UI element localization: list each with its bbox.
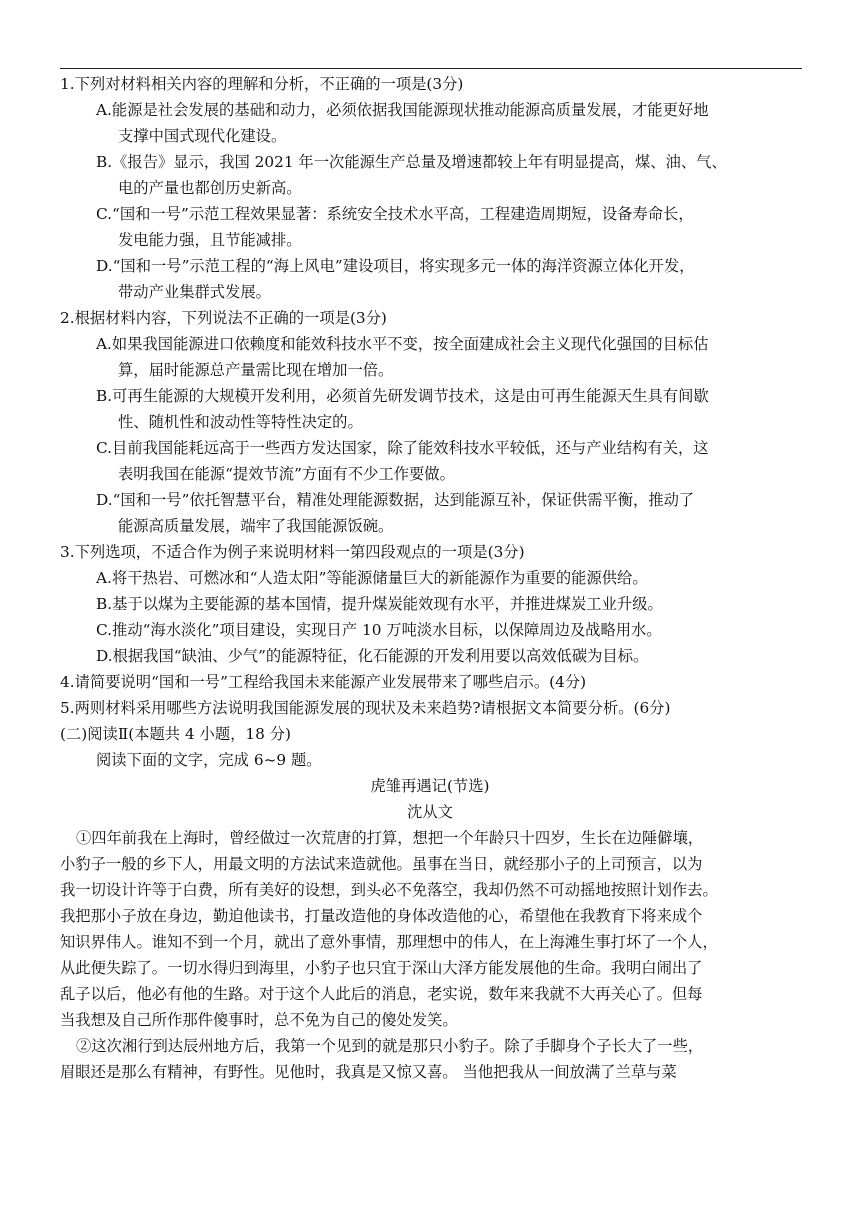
paragraph-1-line: 乱子以后，他必有他的生路。对于这个人此后的消息，老实说，数年来我就不大再关心了。但每 — [60, 985, 703, 1003]
q2-option-b: B.可再生能源的大规模开发利用，必须首先研发调节技术，这是由可再生能源天生具有间歇 — [96, 387, 709, 405]
q1-option-b: B.《报告》显示，我国 2021 年一次能源生产总量及增速都较上年有明显提高，煤、油、气、 — [96, 153, 727, 171]
paragraph-1-line: 知识界伟人。谁知不到一个月，就出了意外事情，那理想中的伟人，在上海滩生事打坏了一个人， — [60, 933, 718, 951]
paragraph-1-line: ①四年前我在上海时，曾经做过一次荒唐的打算，想把一个年龄只十四岁，生长在边陲僻壤， — [76, 829, 704, 847]
question-2-stem: 2.根据材料内容，下列说法不正确的一项是(3分) — [60, 309, 387, 327]
q2-option-c-cont: 表明我国在能源“提效节流”方面有不少工作要做。 — [118, 465, 455, 483]
passage-title: 虎雏再遇记(节选) — [370, 777, 490, 795]
q1-option-a-cont: 支撑中国式现代化建设。 — [118, 127, 287, 145]
q3-option-b: B.基于以煤为主要能源的基本国情，提升煤炭能效现有水平，并推进煤炭工业升级。 — [96, 595, 663, 613]
paragraph-2-line: 眉眼还是那么有精神，有野性。见他时，我真是又惊又喜。 当他把我从一间放满了兰草与菜 — [60, 1063, 677, 1081]
q1-option-a: A.能源是社会发展的基础和动力，必须依据我国能源现状推动能源高质量发展，才能更好地 — [96, 101, 709, 119]
q2-option-c: C.目前我国能耗远高于一些西方发达国家，除了能效科技水平较低，还与产业结构有关，这 — [96, 439, 709, 457]
q3-option-d: D.根据我国“缺油、少气”的能源特征，化石能源的开发利用要以高效低碳为目标。 — [96, 647, 649, 665]
q1-option-b-cont: 电的产量也都创历史新高。 — [118, 179, 302, 197]
paragraph-1-line: 小豹子一般的乡下人，用最文明的方法试来造就他。虽事在当日，就经那小子的上司预言，以为 — [60, 855, 703, 873]
q2-option-b-cont: 性、随机性和波动性等特性决定的。 — [118, 413, 363, 431]
paragraph-1-line: 我把那小子放在身边，勤迫他读书，打量改造他的身体改造他的心，希望他在我教育下将来成个 — [60, 907, 703, 925]
top-rule — [60, 68, 802, 69]
q2-option-d: D.“国和一号”依托智慧平台，精准处理能源数据，达到能源互补，保证供需平衡，推动了 — [96, 491, 695, 509]
q1-option-c-cont: 发电能力强，且节能减排。 — [118, 231, 302, 249]
paragraph-1-line: 从此便失踪了。一切水得归到海里，小豹子也只宜于深山大泽方能发展他的生命。我明白闹出了 — [60, 959, 703, 977]
question-3-stem: 3.下列选项，不适合作为例子来说明材料一第四段观点的一项是(3分) — [60, 543, 525, 561]
reading-instruction: 阅读下面的文字，完成 6~9 题。 — [96, 751, 322, 769]
q1-option-d-cont: 带动产业集群式发展。 — [118, 283, 271, 301]
paragraph-1-line: 我一切设计许等于白费，所有美好的设想，到头必不免落空，我却仍然不可动摇地按照计划作去。 — [60, 881, 718, 899]
q1-option-c: C.“国和一号”示范工程效果显著：系统安全技术水平高，工程建造周期短，设备寿命长， — [96, 205, 694, 223]
paragraph-1-line: 当我想及自己所作那件傻事时，总不免为自己的傻处发笑。 — [60, 1011, 458, 1029]
q2-option-d-cont: 能源高质量发展，端牢了我国能源饭碗。 — [118, 517, 394, 535]
passage-author: 沈从文 — [407, 803, 453, 821]
paragraph-2-line: ②这次湘行到达辰州地方后，我第一个见到的就是那只小豹子。除了手脚身个子长大了一些， — [76, 1037, 704, 1055]
q1-option-d: D.“国和一号”示范工程的“海上风电”建设项目，将实现多元一体的海洋资源立体化开发， — [96, 257, 695, 275]
q3-option-a: A.将干热岩、可燃冰和“人造太阳”等能源储量巨大的新能源作为重要的能源供给。 — [96, 569, 648, 587]
section-2-heading: (二)阅读Ⅱ(本题共 4 小题，18 分) — [60, 725, 292, 743]
question-4-stem: 4.请简要说明“国和一号”工程给我国未来能源产业发展带来了哪些启示。(4分) — [60, 673, 587, 691]
q2-option-a-cont: 算，届时能源总产量需比现在增加一倍。 — [118, 361, 394, 379]
q2-option-a: A.如果我国能源进口依赖度和能效科技水平不变，按全面建成社会主义现代化强国的目标估 — [96, 335, 709, 353]
q3-option-c: C.推动“海水淡化”项目建设，实现日产 10 万吨淡水目标，以保障周边及战略用水。 — [96, 621, 662, 639]
question-1-stem: 1.下列对材料相关内容的理解和分析，不正确的一项是(3分) — [60, 75, 464, 93]
question-5-stem: 5.两则材料采用哪些方法说明我国能源发展的现状及未来趋势?请根据文本简要分析。(6分) — [60, 699, 671, 717]
